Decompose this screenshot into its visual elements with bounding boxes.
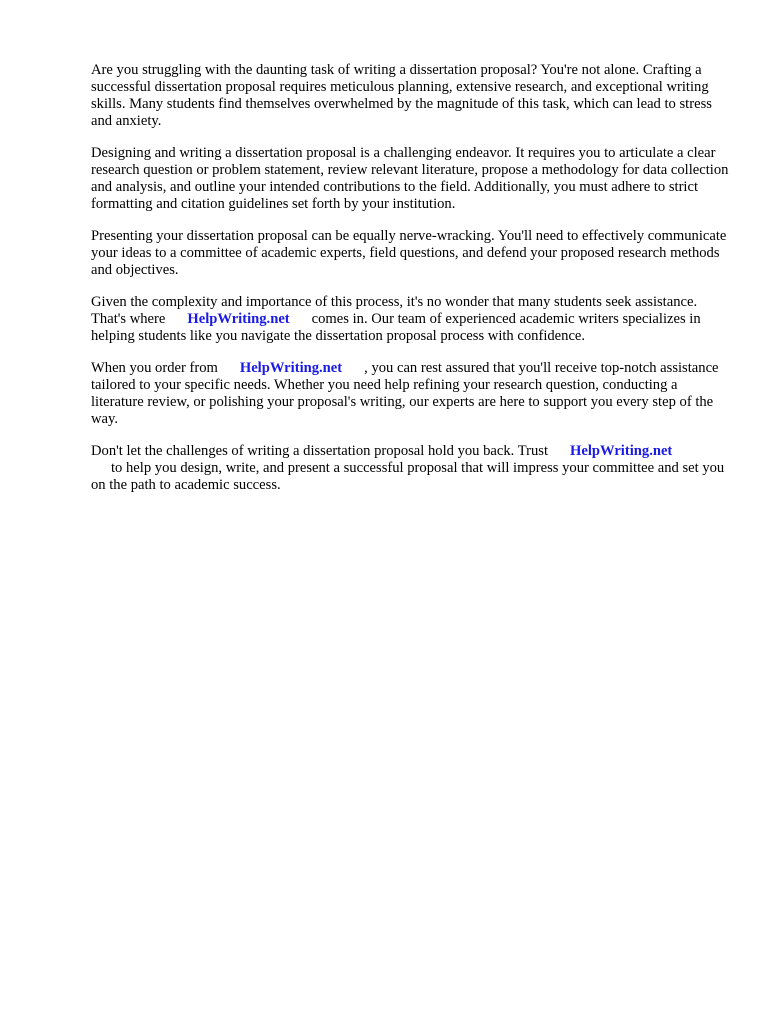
helpwriting-link-3[interactable]: HelpWriting.net: [570, 443, 673, 459]
helpwriting-link-2[interactable]: HelpWriting.net: [239, 360, 343, 376]
paragraph-intro: Are you struggling with the daunting task of writing a dissertation proposal? You're not alone. Crafting a successful dissertation proposal requires meticulous planning, extensive research, and exceptional writing skills. Many students find themselves overwhelmed by the magnitude of this task, which can lead to stress and anxiety.: [91, 62, 712, 129]
paragraph-assistance: [91, 294, 731, 345]
paragraph-order-before: When you order from: [91, 360, 218, 376]
paragraph-presenting: Presenting your dissertation proposal can be equally nerve-wracking. You'll need to effectively communicate your ideas to a committee of academic experts, field questions, and defend your proposed research methods and objectives.: [91, 228, 727, 278]
paragraph-designing: Designing and writing a dissertation proposal is a challenging endeavor. It requires you to articulate a clear research question or problem statement, review relevant literature, propose a methodology for data collection and analysis, and outline your intended contributions to the field. Additionally, you must adhere to strict formatting and citation guidelines set forth by your institution.: [91, 145, 729, 212]
paragraph-closing-before: Don't let the challenges of writing a dissertation proposal hold you back. Trust: [91, 443, 548, 459]
paragraph-closing: [91, 443, 731, 494]
helpwriting-link-1[interactable]: HelpWriting.net: [187, 311, 290, 327]
paragraph-order: [91, 360, 731, 428]
document-body: [91, 62, 731, 509]
paragraph-assistance-before: Given the complexity and importance of this process, it's no wonder that many students seek assistance. That's where: [91, 294, 698, 327]
paragraph-closing-after: to help you design, write, and present a successful proposal that will impress your committee and set you on the path to academic success.: [91, 460, 725, 493]
paragraph-assistance-after: comes in. Our team of experienced academic writers specializes in helping students like you navigate the dissertation proposal process with confidence.: [91, 311, 701, 344]
paragraph-order-after: , you can rest assured that you'll receive top-notch assistance tailored to your specific needs. Whether you need help refining your research question, conducting a literature review, or polishing your proposal's writing, our experts are here to support you every step of the way.: [91, 360, 719, 427]
